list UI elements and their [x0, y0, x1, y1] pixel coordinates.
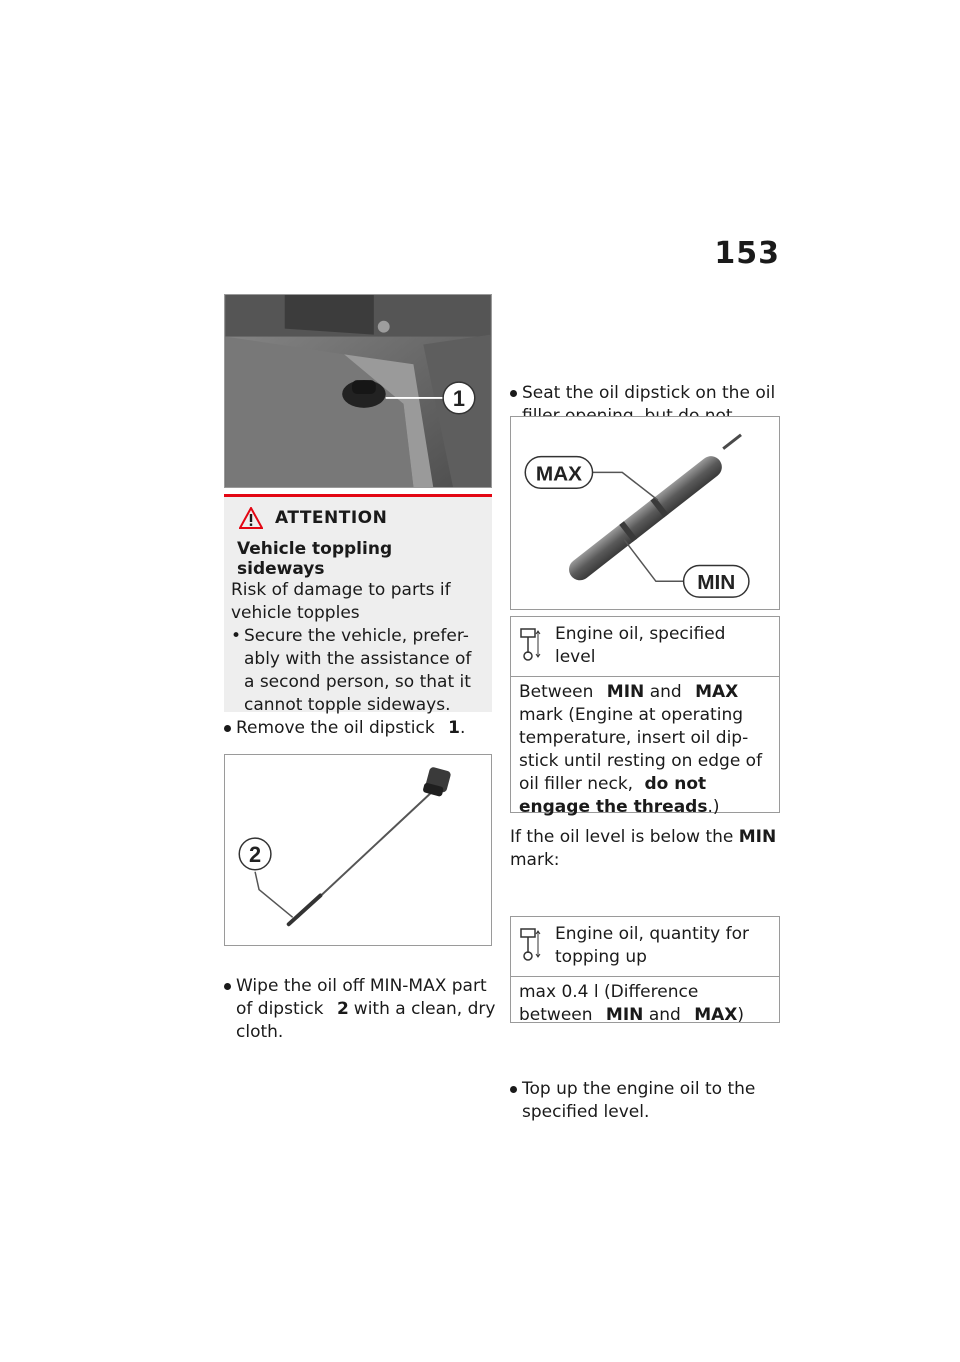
and-word: and	[648, 1005, 681, 1025]
spec-value	[511, 677, 779, 824]
attention-box	[224, 494, 492, 715]
step-top-up: Top up the engine oil to the specified level.	[510, 1078, 792, 1124]
attention-title: ATTENTION	[275, 508, 388, 528]
min-max-illustration	[511, 417, 779, 609]
spec-header	[511, 917, 779, 977]
and-word: and	[649, 682, 682, 702]
mark-word: mark:	[510, 850, 560, 870]
spec-end: .)	[707, 797, 720, 817]
min-max-figure	[510, 416, 780, 610]
max-callout: MAX	[535, 462, 582, 486]
step-wipe-dipstick	[224, 975, 504, 1044]
quantity-line: max 0.4 l (Difference	[519, 982, 699, 1002]
spec-text: mark (Engine at operating temperature, insert oil dip-stick until resting on edge of oil filler neck,	[519, 705, 763, 794]
warning-triangle-icon	[239, 507, 263, 529]
max-word: MAX	[694, 1005, 738, 1025]
ref-number: 1	[448, 718, 460, 738]
step-end: .	[459, 718, 466, 738]
max-word: MAX	[695, 682, 739, 702]
step-text: Wipe the oil off MIN-MAX part of dipstick	[236, 976, 487, 1019]
callout-2: 2	[249, 841, 262, 867]
quantity-range	[519, 1004, 771, 1027]
engine-oil-icon	[519, 923, 555, 969]
attention-bullet: • Secure the vehicle, prefer-ably with the assistance of a second person, so that it cannot topple sideways.	[231, 625, 484, 717]
spec-end: )	[737, 1005, 745, 1025]
engine-oil-icon	[519, 623, 555, 669]
spec-title: Engine oil, specified level	[555, 624, 726, 667]
attention-text: Risk of damage to parts if vehicle topples	[231, 580, 451, 623]
min-word: MIN	[738, 827, 777, 847]
callout-1: 1	[452, 385, 466, 411]
between-word: Between	[519, 682, 594, 702]
spec-table-oil-level	[510, 616, 780, 817]
spec-emphasis: do not engage the threads	[519, 774, 708, 817]
step-seat-dipstick: Seat the oil dipstick on the oil	[510, 382, 792, 451]
min-callout: MIN	[697, 571, 736, 595]
min-word: MIN	[605, 1005, 644, 1025]
dipstick-figure	[224, 754, 492, 946]
spec-header	[511, 617, 779, 677]
page-number: 153	[714, 236, 780, 271]
step-end: with a clean, dry cloth.	[236, 999, 496, 1042]
oil-filler-illustration	[225, 295, 491, 487]
ref-number: 2	[336, 999, 349, 1019]
oil-filler-photo	[224, 294, 492, 488]
attention-header	[239, 507, 484, 529]
dipstick-illustration	[225, 755, 491, 945]
below-min-sentence: If the oil level is below the	[510, 827, 734, 847]
spec-table-oil-quantity	[510, 916, 780, 1023]
step-text: Remove the oil dipstick	[236, 718, 435, 738]
between-word: between	[519, 1005, 593, 1025]
spec-value	[511, 977, 779, 1032]
below-min-text	[510, 826, 780, 872]
step-remove-dipstick	[224, 717, 504, 740]
min-word: MIN	[606, 682, 645, 702]
spec-title: Engine oil, quantity for topping up	[555, 924, 749, 967]
attention-subtitle: Vehicle toppling sideways	[237, 539, 393, 579]
